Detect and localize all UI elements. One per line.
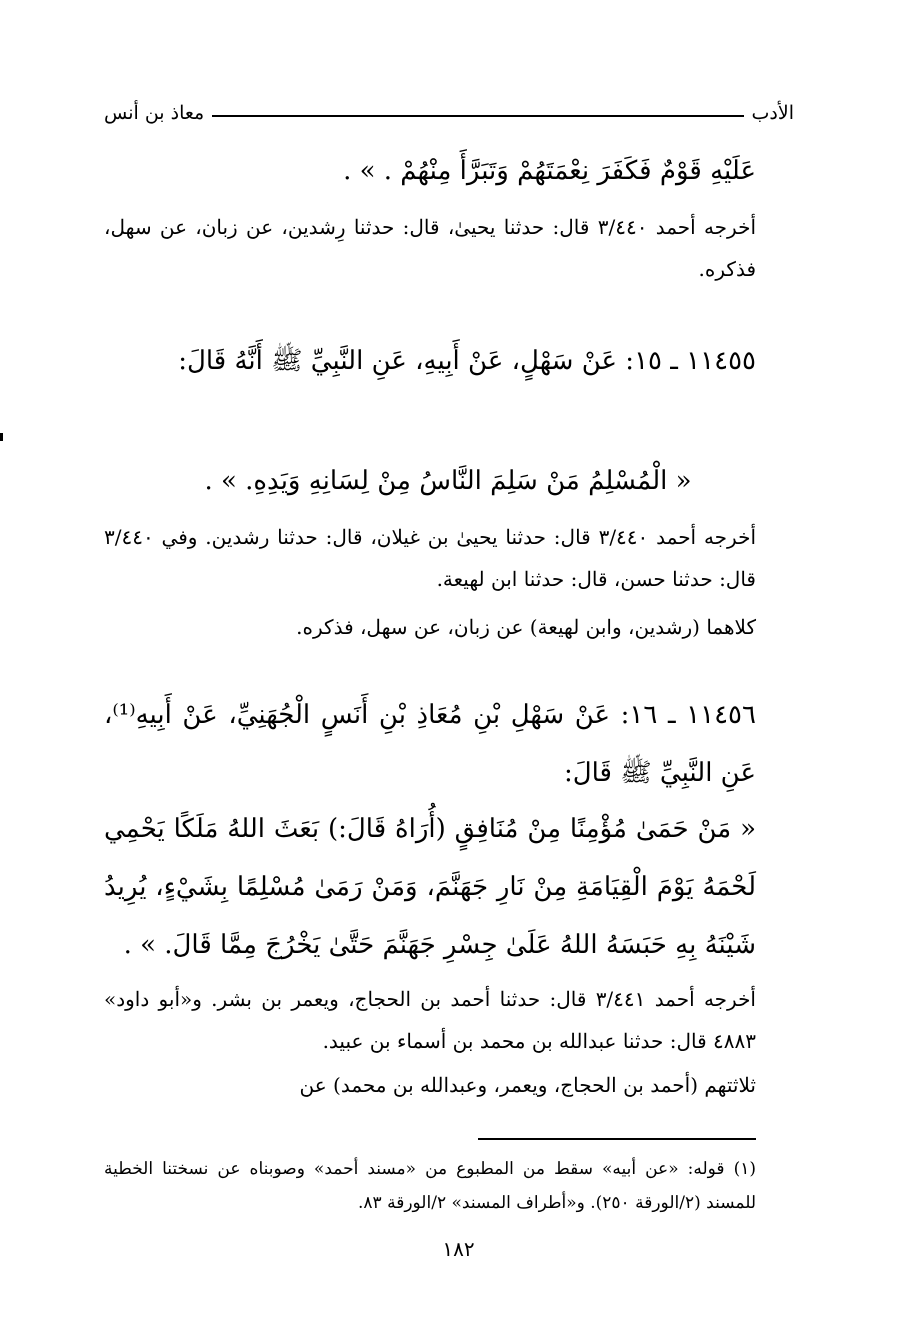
hadith-text-continuation: عَلَيْهِ قَوْمٌ فَكَفَرَ نِعْمَتَهُمْ وَتَبَرَّأَ مِنْهُمْ . » . [343, 156, 756, 186]
takhrij-note: ثلاثتهم (أحمد بن الحجاج، ويعمر، وعبدالله بن محمد) عن [299, 1073, 756, 1097]
takhrij-note: أخرجه أحمد ٣/٤٤٠ قال: حدثنا يحيىٰ، قال: حدثنا رِشدين، عن زبان، عن سهل، فذكره. [104, 215, 756, 281]
header-rule [212, 115, 743, 117]
hadith-matn: « الْمُسْلِمُ مَنْ سَلِمَ النَّاسُ مِنْ لِسَانِهِ وَيَدِهِ. » . [204, 466, 692, 496]
footnote-rule [478, 1138, 756, 1140]
takhrij-note: كلاهما (رشدين، وابن لهيعة) عن زبان، عن سهل، فذكره. [296, 615, 756, 639]
takhrij-note: أخرجه أحمد ٣/٤٤١ قال: حدثنا أحمد بن الحجاج، ويعمر بن بشر. و«أبو داود» ٤٨٨٣ قال: حدثنا عبدالله بن محمد بن أسماء بن عبيد. [104, 987, 756, 1053]
takhrij-note: أخرجه أحمد ٣/٤٤٠ قال: حدثنا يحيىٰ بن غيلان، قال: حدثنا رشدين. وفي ٣/٤٤٠ قال: حدثنا حسن، قال: حدثنا ابن لهيعة. [104, 525, 756, 591]
page-number: ١٨٢ [442, 1237, 475, 1261]
header-narrator-title: معاذ بن أنس [104, 102, 205, 124]
running-header [104, 98, 794, 128]
header-section-title: الأدب [751, 102, 794, 124]
hadith-matn: « مَنْ حَمَىٰ مُؤْمِنًا مِنْ مُنَافِقٍ (أُرَاهُ قَالَ:) بَعَثَ اللهُ مَلَكًا يَحْمِي لَحْمَهُ يَوْمَ الْقِيَامَةِ مِنْ نَارِ جَهَنَّمَ، وَمَنْ رَمَىٰ مُسْلِمًا بِشَيْءٍ، يُرِيدُ شَيْنَهُ بِهِ حَبَسَهُ اللهُ عَلَىٰ جِسْرِ جَهَنَّمَ حَتَّىٰ يَخْرُجَ مِمَّا قَالَ. » . [104, 814, 756, 960]
hadith-heading: ١١٤٥٦ ـ ١٦: عَنْ سَهْلِ بْنِ مُعَاذِ بْنِ أَنَسٍ الْجُهَنِيِّ، عَنْ أَبِيهِ⁽¹⁾، عَنِ النَّبِيِّ ﷺ قَالَ: [104, 700, 756, 788]
footnote: (١) قوله: «عن أبيه» سقط من المطبوع من «مسند أحمد» وصوبناه عن نسختنا الخطية للمسند (٢/الورقة ٢٥٠). و«أطراف المسند» ٢/الورقة ٨٣. [104, 1159, 756, 1213]
hadith-heading: ١١٤٥٥ ـ ١٥: عَنْ سَهْلٍ، عَنْ أَبِيهِ، عَنِ النَّبِيِّ ﷺ أَنَّهُ قَالَ: [178, 346, 756, 376]
margin-mark [0, 433, 3, 441]
